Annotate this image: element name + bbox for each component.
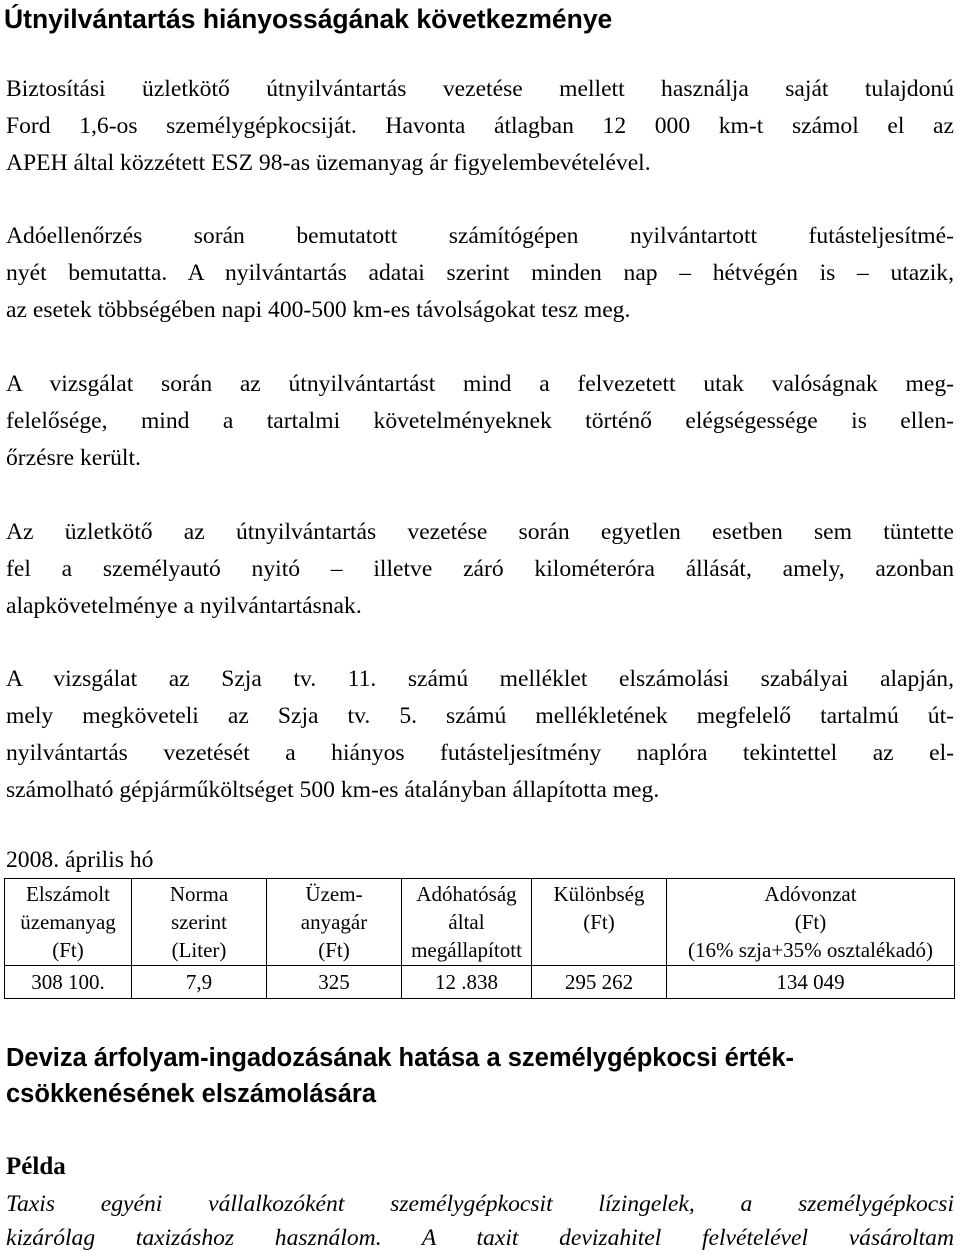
fuel-cost-table — [4, 878, 955, 999]
heading-line: Deviza árfolyam-ingadozásának hatása a személygépkocsi érték- — [6, 1044, 795, 1072]
header-text: Különbség — [553, 882, 645, 906]
paragraph-line: Taxis egyéni vállalkozóként személygépkocsit lízingelek, a személygépkocsi — [6, 1191, 954, 1217]
paragraph-line: kizárólag taxizáshoz használom. A taxit devizahitel felvételével vásároltam — [6, 1225, 954, 1251]
paragraph-5 — [6, 661, 954, 809]
header-text: Norma — [169, 882, 229, 906]
paragraph-4 — [6, 514, 954, 625]
header-text: szerint — [171, 910, 227, 934]
table-cell: 7,9 — [132, 966, 267, 999]
paragraph-line: őrzésre került. — [6, 445, 141, 471]
header-text: (Ft) — [583, 910, 615, 934]
header-text: üzemanyag — [20, 910, 116, 934]
table-header-row — [5, 879, 955, 966]
paragraph-1 — [6, 71, 954, 182]
paragraph-line: nyilvántartás vezetését a hiányos futásteljesítmény naplóra tekintettel az el- — [6, 740, 954, 766]
header-text: Üzem- — [305, 882, 363, 906]
paragraph-line: Az üzletkötő az útnyilvántartás vezetése során egyetlen esetben sem tüntette — [6, 519, 954, 545]
table-cell: 134 049 — [667, 966, 955, 999]
paragraph-line: az esetek többségében napi 400-500 km-es távolságokat tesz meg. — [6, 297, 631, 323]
header-text: (16% szja+35% osztalékadó) — [687, 938, 934, 962]
example-label: Példa — [6, 1153, 66, 1180]
table-header-cell — [402, 879, 532, 966]
paragraph-2 — [6, 218, 954, 329]
header-text: (Liter) — [171, 938, 227, 962]
table-header-cell — [532, 879, 667, 966]
section-title: Útnyilvántartás hiányosságának következménye — [4, 4, 613, 34]
table-cell: 295 262 — [532, 966, 667, 999]
header-text: Elszámolt — [26, 882, 110, 906]
table-header-cell — [132, 879, 267, 966]
header-text: (Ft) — [52, 938, 84, 962]
paragraph-line: felelősége, mind a tartalmi követelményeknek történő elégségessége is ellen- — [6, 408, 954, 434]
header-text: (Ft) — [794, 910, 827, 934]
paragraph-3 — [6, 366, 954, 477]
header-text: megállapított — [411, 938, 522, 962]
header-text: által — [448, 910, 485, 934]
paragraph-line: A vizsgálat az Szja tv. 11. számú melléklet elszámolási szabályai alapján, — [6, 666, 954, 692]
heading-line: csökkenésének elszámolására — [6, 1080, 376, 1108]
paragraph-line: Biztosítási üzletkötő útnyilvántartás vezetése mellett használja saját tulajdonú — [6, 76, 954, 102]
paragraph-line: mely megköveteli az Szja tv. 5. számú mellékletének megfelelő tartalmú út- — [6, 703, 954, 729]
table-cell: 12 .838 — [402, 966, 532, 999]
paragraph-line: Adóellenőrzés során bemutatott számítógépen nyilvántartott futásteljesítmé- — [6, 223, 954, 249]
paragraph-line: APEH által közzétett ESZ 98-as üzemanyag ár figyelembevételével. — [6, 150, 651, 176]
header-text: (Ft) — [318, 938, 350, 962]
paragraph-line: nyét bemutatta. A nyilvántartás adatai szerint minden nap – hétvégén is – utazik, — [6, 260, 954, 286]
example-paragraph — [6, 1187, 954, 1255]
header-text: Adóvonzat — [764, 882, 857, 906]
paragraph-line: alapkövetelménye a nyilvántartásnak. — [6, 593, 362, 619]
table-row — [5, 966, 955, 999]
table-cell: 308 100. — [5, 966, 132, 999]
paragraph-line: A vizsgálat során az útnyilvántartást mind a felvezetett utak valóságnak meg- — [6, 371, 954, 397]
table-header-cell — [5, 879, 132, 966]
table-header-cell — [667, 879, 955, 966]
table-header-cell — [267, 879, 402, 966]
header-text: Adóhatóság — [416, 882, 517, 906]
paragraph-line: fel a személyautó nyitó – illetve záró kilométeróra állását, amely, azonban — [6, 556, 954, 582]
paragraph-line: Ford 1,6-os személygépkocsiját. Havonta átlagban 12 000 km-t számol el az — [6, 113, 954, 139]
date-line: 2008. április hó — [6, 847, 154, 873]
header-text: anyagár — [300, 910, 368, 934]
table-cell: 325 — [267, 966, 402, 999]
section-2-heading — [6, 1040, 956, 1112]
paragraph-line: számolható gépjárműköltséget 500 km-es átalányban állapította meg. — [6, 777, 660, 803]
